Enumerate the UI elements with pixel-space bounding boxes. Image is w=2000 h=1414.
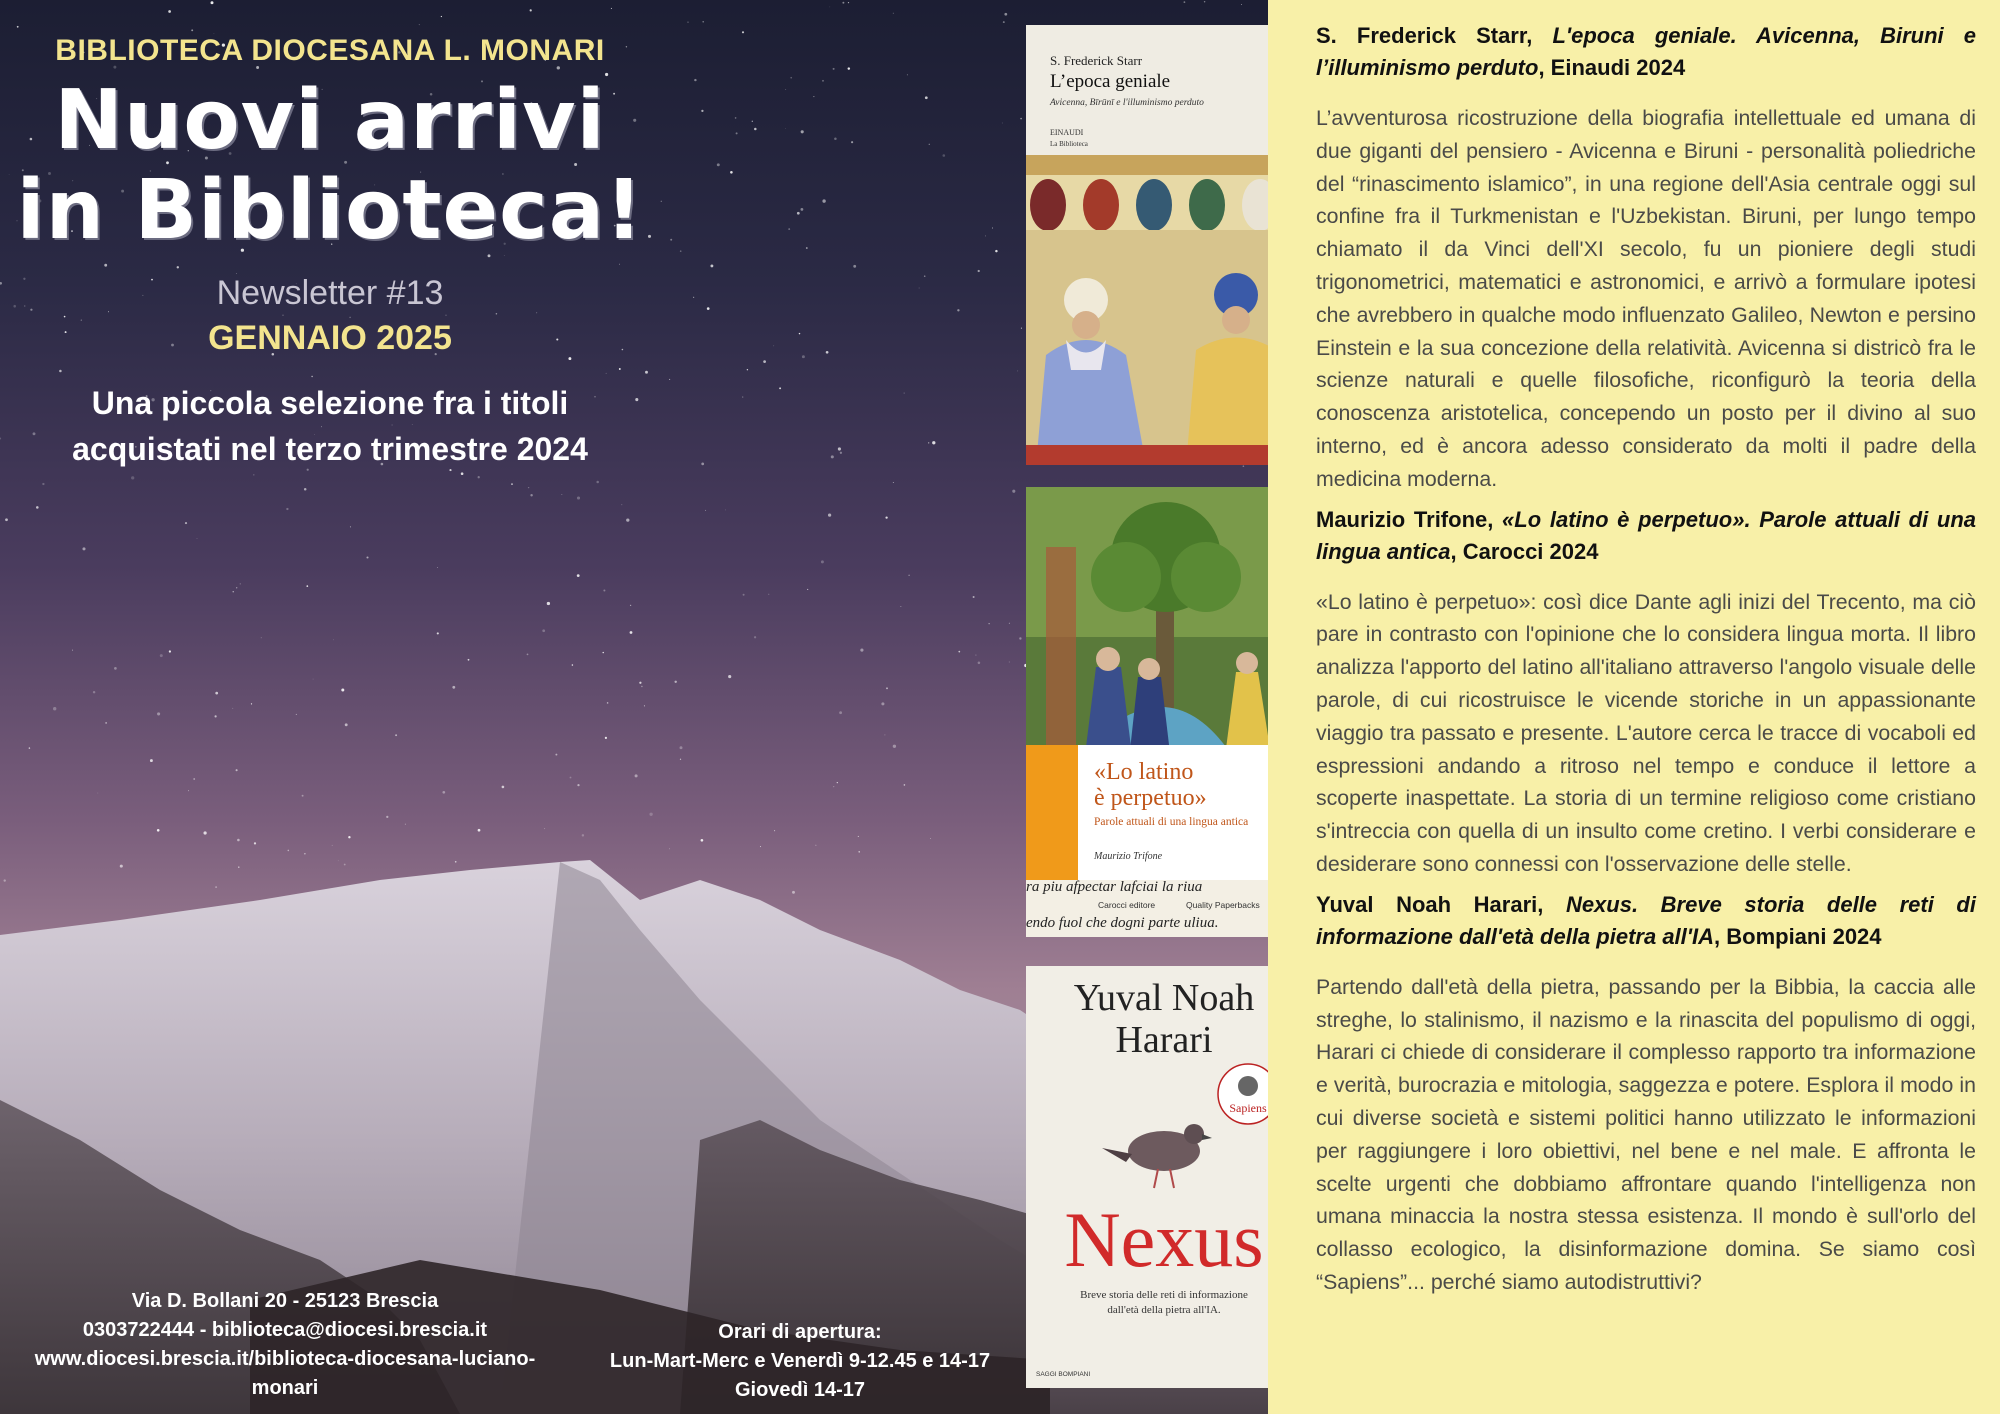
cover3-series: SAGGI BOMPIANI (1036, 1371, 1091, 1378)
website-line: www.diocesi.brescia.it/biblioteca-diocesana-luciano- (34, 1348, 536, 1370)
website-line-end: monari (251, 1377, 319, 1399)
hours-weekdays: Lun-Mart-Merc e Venerdì 9-12.45 e 14-17 (609, 1350, 991, 1372)
book-cover-latino (1026, 487, 1303, 937)
cover2-series: Quality Paperbacks (1186, 900, 1260, 910)
book-heading (1316, 889, 1976, 953)
cover3-title: Nexus (1064, 1196, 1264, 1283)
book-heading (1316, 504, 1976, 568)
book-author: S. Frederick Starr, (1316, 23, 1553, 48)
book-title: Nexus. Breve storia delle reti di informazione dall'età della pietra all'IA (1316, 891, 1976, 949)
book-list (1316, 20, 1976, 1307)
book-publisher: , Einaudi 2024 (1538, 55, 1686, 80)
cover-art-3 (1026, 966, 1303, 1388)
cover2-publisher: Carocci editore (1098, 900, 1156, 910)
page-title (0, 73, 660, 258)
issue-month: GENNAIO 2025 (208, 319, 452, 357)
opening-hours (580, 1318, 1020, 1405)
library-address (0, 1287, 570, 1403)
cover1-publisher: EINAUDI (1050, 128, 1084, 137)
subtitle-line-1: Una piccola selezione fra i titoli (91, 385, 569, 421)
book-description: Partendo dall'età della pietra, passando per la Bibbia, la caccia alle streghe, lo stalinismo, il nazismo e la rinascita del populismo di oggi, Harari ci chiede di considerare il complesso rapporto tra informazione e verità, burocrazia e mitologia, saggezza e potere. Esplora il modo in cui diverse società e sistemi politici hanno utilizzato le informazioni per raggiungere i loro obiettivi, nel bene e nel male. E affronta le scelte urgenti che dobbiamo affrontare quando l'intelligenza non umana minaccia la nostra stessa esistenza. Il mondo è sull'orlo del collasso ecologico, la disinformazione domina. Se siamo così “Sapiens”... perché siamo autodistruttivi? (1316, 974, 1976, 1294)
title-line-2: in Biblioteca! (16, 163, 644, 258)
book-title: L'epoca geniale. Avicenna, Biruni e l’illuminismo perduto (1316, 23, 1976, 80)
cover1-title: L’epoca geniale (1050, 71, 1171, 92)
cover3-author-1: Yuval Noah (1073, 977, 1255, 1019)
hours-thursday: Giovedì 14-17 (734, 1379, 866, 1401)
book-entry (1316, 889, 1976, 1299)
cover3-badge: Sapiens (1229, 1101, 1267, 1115)
cover2-title-2: è perpetuo» (1094, 785, 1207, 811)
book-publisher: , Bompiani 2024 (1714, 923, 1882, 949)
cover3-subtitle-1: Breve storia delle reti di informazione (1080, 1289, 1248, 1301)
address-line: Via D. Bollani 20 - 25123 Brescia (131, 1290, 439, 1312)
cover2-script-2: endo fuol che dogni parte uliua. (1026, 915, 1219, 931)
book-descriptions-panel (1268, 0, 2000, 1414)
newsletter-header (0, 30, 660, 472)
cover2-author: Maurizio Trifone (1094, 851, 1163, 862)
book-entry (1316, 20, 1976, 496)
book-title: «Lo latino è perpetuo». Parole attuali di una lingua antica (1316, 506, 1976, 564)
subtitle-line-2: acquistati nel terzo trimestre 2024 (72, 431, 588, 467)
book-publisher: , Carocci 2024 (1450, 538, 1599, 564)
library-name: BIBLIOTECA DIOCESANA L. MONARI (55, 34, 605, 67)
book-heading (1316, 20, 1976, 84)
cover2-script-1: ra piu afpectar lafciai la riua (1026, 879, 1203, 895)
book-author: Maurizio Trifone, (1316, 506, 1503, 532)
hours-label: Orari di apertura: (718, 1321, 882, 1343)
book-cover-epoca-geniale (1026, 25, 1303, 465)
book-description: «Lo latino è perpetuo»: così dice Dante agli inizi del Trecento, ma ciò pare in contrasto con l'opinione che lo considera lingua morta. Il libro analizza l'apporto del latino all'italiano attraverso l'angolo visuale delle parole, di cui ricostruisce le vicende storiche in un appassionante viaggio tra passato e presente. L'autore cerca le tracce di vocaboli ed espressioni andando a ritroso nel tempo e conduce il lettore a scoperte inaspettate. La storia di un termine religioso come cristiano s'intreccia con quella di un insulto come cretino. I verbi considerare e desiderare sono connessi con l'osservazione delle stelle. (1316, 589, 1976, 876)
cover2-subtitle: Parole attuali di una lingua antica (1094, 816, 1249, 828)
cover-art-1 (1026, 25, 1303, 465)
cover3-author-2: Harari (1115, 1019, 1213, 1061)
book-description: L’avventurosa ricostruzione della biografia intellettuale ed umana di due giganti del pensiero - Avicenna e Biruni - personalità poliedriche del “rinascimento islamico”, in una regione dell'Asia centrale oggi sul confine fra il Turkmenistan e l'Uzbekistan. Biruni, per lungo tempo chiamato il da Vinci dell'XI secolo, fu un pioniere degli studi trigonometrici, matematici e astronomici, e arrivò a formulare ipotesi che avrebbero in qualche modo influenzato Galileo, Newton e persino Einstein e la sua concezione della relatività. Avicenna si districò fra le scienze naturali e quelle filosofiche, riconfigurò la teoria della conoscenza aristotelica, concependo un posto per il divino al suo interno, ed è ancora adesso considerato da molti il padre della medicina moderna. (1316, 106, 1976, 491)
cover1-author: S. Frederick Starr (1050, 53, 1143, 68)
title-line-1: Nuovi arrivi (54, 73, 606, 168)
book-cover-nexus (1026, 966, 1303, 1388)
cover1-series: La Biblioteca (1050, 140, 1088, 148)
book-entry (1316, 504, 1976, 881)
book-author: Yuval Noah Harari, (1316, 891, 1566, 917)
contact-line: 0303722444 - biblioteca@diocesi.brescia.it (82, 1319, 488, 1341)
cover2-title-1: «Lo latino (1094, 759, 1194, 785)
newsletter-number: Newsletter #13 (216, 274, 444, 312)
subtitle (0, 380, 660, 472)
cover-art-2 (1026, 487, 1303, 937)
cover3-subtitle-2: dall'età della pietra all'IA. (1107, 1304, 1221, 1316)
cover1-subtitle: Avicenna, Bīrūnī e l'illuminismo perduto (1050, 98, 1204, 108)
